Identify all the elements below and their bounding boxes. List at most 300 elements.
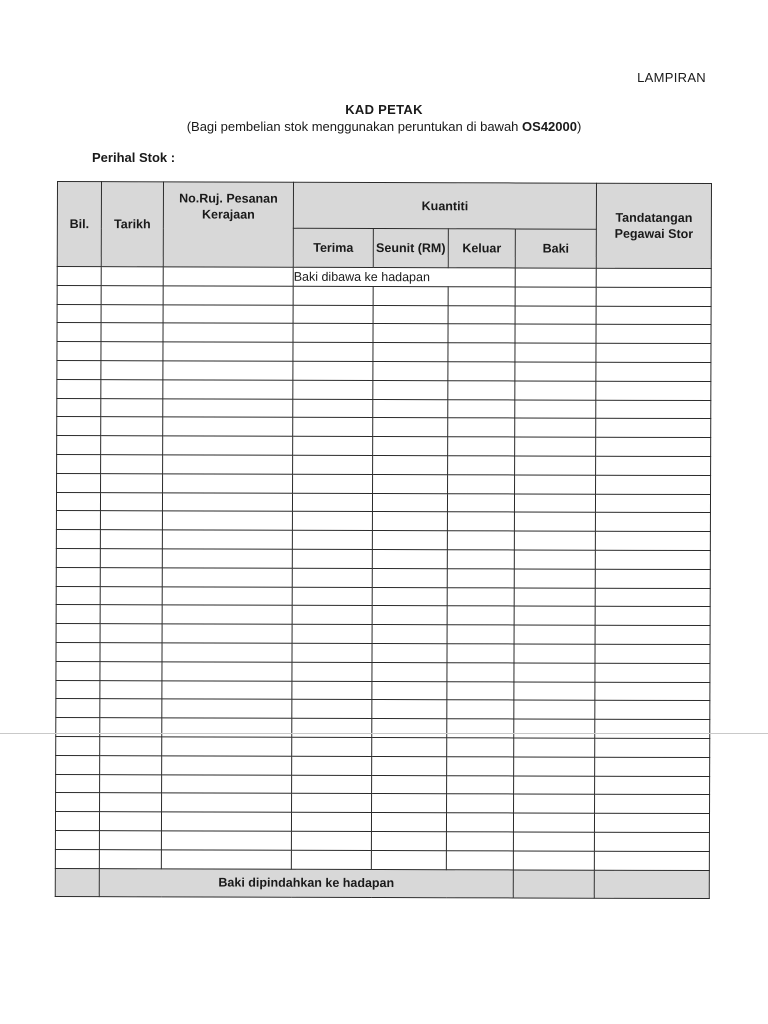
table-cell[interactable]: [372, 794, 447, 813]
table-cell[interactable]: [56, 736, 100, 755]
table-cell[interactable]: [163, 417, 293, 436]
table-cell[interactable]: [56, 492, 100, 511]
table-row: [56, 699, 710, 720]
table-cell[interactable]: [101, 417, 163, 436]
table-cell[interactable]: [513, 813, 594, 832]
table-cell[interactable]: [100, 661, 162, 680]
table-cell[interactable]: [513, 851, 594, 870]
table-cell[interactable]: [447, 719, 514, 738]
table-cell[interactable]: [446, 850, 513, 869]
table-cell[interactable]: [447, 681, 514, 700]
table-cell[interactable]: [292, 756, 372, 775]
table-cell[interactable]: [100, 774, 162, 793]
table-cell[interactable]: [515, 418, 596, 437]
table-cell[interactable]: [163, 286, 293, 305]
table-cell[interactable]: [595, 701, 710, 720]
table-cell[interactable]: [101, 323, 163, 342]
table-cell[interactable]: [372, 681, 447, 700]
table-cell[interactable]: [57, 360, 101, 379]
table-cell[interactable]: [293, 342, 373, 361]
table-cell[interactable]: [447, 794, 514, 813]
table-cell[interactable]: [57, 323, 101, 342]
table-cell[interactable]: [447, 550, 514, 569]
header-kuantiti: Kuantiti: [293, 182, 596, 229]
table-row: [56, 755, 710, 776]
table-cell[interactable]: [101, 342, 163, 361]
table-cell[interactable]: [57, 267, 101, 286]
table-cell[interactable]: [162, 737, 292, 756]
table-cell[interactable]: [371, 850, 446, 869]
table-cell[interactable]: [292, 587, 372, 606]
table-row: [55, 812, 709, 833]
table-cell[interactable]: [101, 473, 163, 492]
table-cell[interactable]: [514, 644, 595, 663]
table-row: [56, 736, 710, 757]
table-cell[interactable]: [596, 343, 711, 362]
table-cell[interactable]: [162, 549, 292, 568]
table-row: [57, 304, 711, 325]
table-cell[interactable]: [447, 700, 514, 719]
table-cell[interactable]: [514, 738, 595, 757]
table-cell[interactable]: [448, 343, 515, 362]
table-cell[interactable]: [513, 832, 594, 851]
table-cell[interactable]: [163, 380, 293, 399]
table-cell[interactable]: [292, 530, 372, 549]
table-cell[interactable]: [56, 680, 100, 699]
table-cell[interactable]: [292, 512, 372, 531]
table-cell[interactable]: [515, 287, 596, 306]
table-cell[interactable]: [100, 624, 162, 643]
table-cell[interactable]: [595, 795, 710, 814]
table-cell[interactable]: [596, 475, 711, 494]
table-cell[interactable]: [100, 699, 162, 718]
carried-forward-label: Baki dibawa ke hadapan: [293, 267, 515, 286]
table-cell[interactable]: [514, 757, 595, 776]
table-cell[interactable]: [515, 268, 596, 287]
table-cell[interactable]: [101, 455, 163, 474]
table-cell[interactable]: [514, 700, 595, 719]
table-row: [57, 436, 711, 457]
table-cell[interactable]: [56, 661, 100, 680]
table-cell[interactable]: [101, 398, 163, 417]
stock-description-label: Perihal Stok :: [92, 150, 176, 165]
appendix-label: LAMPIRAN: [637, 70, 706, 85]
table-cell[interactable]: [596, 400, 711, 419]
table-cell[interactable]: [292, 662, 372, 681]
table-cell[interactable]: [99, 831, 161, 850]
table-cell[interactable]: [163, 323, 293, 342]
table-cell[interactable]: [100, 680, 162, 699]
table-cell[interactable]: [596, 456, 711, 475]
table-cell[interactable]: [448, 456, 515, 475]
table-cell[interactable]: [372, 700, 447, 719]
stock-card-sheet: [55, 181, 711, 909]
table-cell[interactable]: [293, 286, 373, 305]
table-row: [56, 605, 710, 626]
table-cell[interactable]: [56, 774, 100, 793]
table-cell[interactable]: [594, 813, 709, 832]
table-cell[interactable]: [596, 325, 711, 344]
table-row: [56, 793, 710, 814]
table-row: [55, 849, 709, 870]
table-cell[interactable]: [596, 268, 711, 287]
table-row: [57, 285, 711, 306]
table-cell[interactable]: [99, 849, 161, 868]
table-cell[interactable]: [595, 757, 710, 776]
table-cell[interactable]: [162, 699, 292, 718]
table-row: [56, 530, 710, 551]
table-cell[interactable]: [373, 474, 448, 493]
table-cell[interactable]: [162, 568, 292, 587]
table-cell[interactable]: [57, 417, 101, 436]
table-cell[interactable]: [100, 511, 162, 530]
header-baki: Baki: [515, 229, 596, 268]
table-cell[interactable]: [596, 287, 711, 306]
table-cell[interactable]: [162, 774, 292, 793]
table-cell[interactable]: [57, 473, 101, 492]
table-cell[interactable]: [292, 681, 372, 700]
table-cell[interactable]: [163, 398, 293, 417]
table-row: [56, 680, 710, 701]
table-cell[interactable]: [100, 605, 162, 624]
table-cell[interactable]: [162, 492, 292, 511]
table-cell[interactable]: [515, 437, 596, 456]
table-cell[interactable]: [514, 606, 595, 625]
table-cell[interactable]: [447, 568, 514, 587]
subtitle-text: (Bagi pembelian stok menggunakan peruntukan di bawah: [186, 119, 523, 134]
table-cell[interactable]: [448, 324, 515, 343]
table-cell[interactable]: [595, 644, 710, 663]
table-cell[interactable]: [100, 643, 162, 662]
table-cell[interactable]: [595, 588, 710, 607]
table-cell[interactable]: [101, 285, 163, 304]
table-cell[interactable]: [595, 569, 710, 588]
table-cell[interactable]: [447, 587, 514, 606]
card-subtitle: [0, 119, 768, 134]
table-row: [57, 398, 711, 419]
table-cell[interactable]: [163, 455, 293, 474]
table-cell[interactable]: [57, 304, 101, 323]
table-cell[interactable]: [448, 437, 515, 456]
table-cell[interactable]: [373, 361, 448, 380]
table-cell[interactable]: [515, 381, 596, 400]
scan-fold-line: [0, 733, 768, 734]
table-cell[interactable]: [100, 755, 162, 774]
table-row: [57, 417, 711, 438]
table-cell[interactable]: [55, 812, 99, 831]
table-cell[interactable]: [100, 793, 162, 812]
table-cell[interactable]: [372, 775, 447, 794]
table-cell[interactable]: [292, 549, 372, 568]
table-row: [57, 379, 711, 400]
table-cell[interactable]: [373, 455, 448, 474]
table-cell[interactable]: [57, 285, 101, 304]
table-cell[interactable]: [515, 306, 596, 325]
table-cell[interactable]: [100, 549, 162, 568]
table-cell[interactable]: [99, 812, 161, 831]
table-cell[interactable]: [163, 474, 293, 493]
table-cell[interactable]: [514, 512, 595, 531]
table-cell[interactable]: [514, 550, 595, 569]
table-cell[interactable]: [447, 662, 514, 681]
table-cell[interactable]: [514, 794, 595, 813]
table-cell[interactable]: [292, 606, 372, 625]
table-cell[interactable]: [595, 513, 710, 532]
table-cell[interactable]: [101, 361, 163, 380]
table-row: [56, 548, 710, 569]
table-cell[interactable]: [163, 436, 293, 455]
table-row: [57, 454, 711, 475]
table-cell[interactable]: [447, 606, 514, 625]
table-cell[interactable]: [372, 737, 447, 756]
table-cell[interactable]: [56, 699, 100, 718]
table-cell[interactable]: [596, 437, 711, 456]
table-cell[interactable]: [56, 793, 100, 812]
table-cell[interactable]: [55, 849, 99, 868]
table-cell[interactable]: [595, 719, 710, 738]
table-cell[interactable]: [372, 625, 447, 644]
table-cell[interactable]: [595, 607, 710, 626]
table-cell[interactable]: [100, 530, 162, 549]
table-cell[interactable]: [162, 680, 292, 699]
header-tandatangan: Tandatangan Pegawai Stor: [596, 183, 711, 268]
table-cell[interactable]: [595, 625, 710, 644]
table-cell[interactable]: [515, 343, 596, 362]
table-cell[interactable]: [292, 700, 372, 719]
table-cell[interactable]: [293, 455, 373, 474]
table-cell[interactable]: [447, 644, 514, 663]
table-cell[interactable]: [292, 568, 372, 587]
table-cell[interactable]: [372, 606, 447, 625]
table-cell[interactable]: [515, 456, 596, 475]
table-cell[interactable]: [595, 663, 710, 682]
table-cell[interactable]: [292, 718, 372, 737]
table-cell[interactable]: [291, 850, 371, 869]
table-cell[interactable]: [101, 436, 163, 455]
table-cell[interactable]: [101, 379, 163, 398]
table-cell[interactable]: [101, 304, 163, 323]
table-cell[interactable]: [447, 493, 514, 512]
table-cell[interactable]: [447, 775, 514, 794]
table-cell[interactable]: [162, 530, 292, 549]
table-cell[interactable]: [446, 813, 513, 832]
table-row: [57, 360, 711, 381]
table-cell[interactable]: [596, 306, 711, 325]
table-cell[interactable]: [515, 362, 596, 381]
table-row: [57, 342, 711, 363]
table-cell[interactable]: [595, 550, 710, 569]
table-cell[interactable]: [56, 511, 100, 530]
table-cell[interactable]: [514, 681, 595, 700]
table-row: [56, 511, 710, 532]
table-cell[interactable]: [373, 437, 448, 456]
table-cell[interactable]: [56, 567, 100, 586]
footer-cell: [594, 870, 709, 898]
table-cell[interactable]: [292, 775, 372, 794]
table-cell[interactable]: [514, 625, 595, 644]
table-cell[interactable]: [161, 812, 291, 831]
table-cell[interactable]: [514, 587, 595, 606]
table-cell[interactable]: [292, 624, 372, 643]
table-cell[interactable]: [163, 361, 293, 380]
table-cell[interactable]: [448, 287, 515, 306]
header-bil: Bil.: [57, 182, 101, 267]
table-cell[interactable]: [514, 494, 595, 513]
table-cell[interactable]: [162, 586, 292, 605]
table-cell[interactable]: [373, 324, 448, 343]
table-cell[interactable]: [371, 831, 446, 850]
table-cell[interactable]: [57, 454, 101, 473]
table-cell[interactable]: [293, 399, 373, 418]
table-cell[interactable]: [56, 642, 100, 661]
header-terima: Terima: [293, 228, 373, 267]
stock-card-table: [55, 181, 712, 899]
table-cell[interactable]: [293, 305, 373, 324]
carried-forward-row: [57, 267, 711, 288]
table-cell[interactable]: [596, 419, 711, 438]
table-cell[interactable]: [162, 624, 292, 643]
table-cell[interactable]: [372, 531, 447, 550]
table-cell[interactable]: [57, 342, 101, 361]
table-cell[interactable]: [447, 512, 514, 531]
table-cell[interactable]: [101, 267, 163, 286]
table-cell[interactable]: [448, 381, 515, 400]
table-row: [57, 473, 711, 494]
table-cell[interactable]: [293, 436, 373, 455]
table-cell[interactable]: [56, 548, 100, 567]
table-cell[interactable]: [448, 474, 515, 493]
table-cell[interactable]: [372, 549, 447, 568]
table-cell[interactable]: [163, 304, 293, 323]
table-cell[interactable]: [372, 643, 447, 662]
table-cell[interactable]: [595, 738, 710, 757]
table-cell[interactable]: [595, 682, 710, 701]
table-cell[interactable]: [56, 530, 100, 549]
table-cell[interactable]: [291, 831, 371, 850]
table-cell[interactable]: [56, 605, 100, 624]
table-cell[interactable]: [292, 737, 372, 756]
table-cell[interactable]: [447, 756, 514, 775]
table-cell[interactable]: [514, 775, 595, 794]
table-row: [56, 774, 710, 795]
table-cell[interactable]: [293, 324, 373, 343]
table-cell[interactable]: [596, 381, 711, 400]
table-cell[interactable]: [161, 850, 291, 869]
table-cell[interactable]: [594, 851, 709, 870]
table-cell[interactable]: [57, 398, 101, 417]
table-cell[interactable]: [56, 586, 100, 605]
table-row: [56, 567, 710, 588]
table-cell[interactable]: [293, 474, 373, 493]
table-cell[interactable]: [291, 812, 371, 831]
header-no-ruj: No.Ruj. Pesanan Kerajaan: [163, 182, 293, 267]
table-cell[interactable]: [161, 831, 291, 850]
header-tarikh: Tarikh: [101, 182, 163, 267]
header-seunit: Seunit (RM): [373, 228, 448, 267]
table-cell[interactable]: [372, 662, 447, 681]
table-cell[interactable]: [514, 531, 595, 550]
table-cell[interactable]: [162, 756, 292, 775]
table-cell[interactable]: [162, 718, 292, 737]
table-cell[interactable]: [373, 418, 448, 437]
table-cell[interactable]: [56, 755, 100, 774]
table-cell[interactable]: [373, 343, 448, 362]
table-cell[interactable]: [371, 813, 446, 832]
table-cell[interactable]: [373, 380, 448, 399]
table-row: [56, 586, 710, 607]
table-cell[interactable]: [292, 643, 372, 662]
table-cell[interactable]: [372, 587, 447, 606]
table-cell[interactable]: [162, 662, 292, 681]
table-cell[interactable]: [162, 793, 292, 812]
table-cell[interactable]: [446, 832, 513, 851]
card-title: KAD PETAK: [345, 102, 423, 117]
table-cell[interactable]: [372, 512, 447, 531]
table-cell[interactable]: [372, 719, 447, 738]
table-row: [55, 830, 709, 851]
table-cell[interactable]: [100, 567, 162, 586]
table-cell[interactable]: [162, 511, 292, 530]
table-cell[interactable]: [515, 400, 596, 419]
table-cell[interactable]: [100, 737, 162, 756]
table-cell[interactable]: [163, 267, 293, 286]
header-keluar: Keluar: [448, 229, 515, 268]
table-cell[interactable]: [372, 568, 447, 587]
table-cell[interactable]: [594, 832, 709, 851]
table-cell[interactable]: [293, 361, 373, 380]
table-cell[interactable]: [595, 494, 710, 513]
table-cell[interactable]: [57, 436, 101, 455]
table-cell[interactable]: [162, 605, 292, 624]
table-cell[interactable]: [293, 380, 373, 399]
table-cell[interactable]: [515, 475, 596, 494]
table-cell[interactable]: [162, 643, 292, 662]
table-cell[interactable]: [447, 531, 514, 550]
table-cell[interactable]: [100, 586, 162, 605]
table-cell[interactable]: [514, 663, 595, 682]
table-cell[interactable]: [514, 569, 595, 588]
table-cell[interactable]: [514, 719, 595, 738]
table-row: [56, 492, 710, 513]
table-cell[interactable]: [373, 399, 448, 418]
table-cell[interactable]: [55, 830, 99, 849]
table-row: [56, 624, 710, 645]
table-cell[interactable]: [515, 324, 596, 343]
table-cell[interactable]: [57, 379, 101, 398]
table-cell[interactable]: [373, 286, 448, 305]
table-cell[interactable]: [448, 362, 515, 381]
table-cell[interactable]: [372, 493, 447, 512]
table-cell[interactable]: [293, 418, 373, 437]
table-cell[interactable]: [595, 776, 710, 795]
table-cell[interactable]: [100, 492, 162, 511]
table-cell[interactable]: [448, 418, 515, 437]
table-cell[interactable]: [372, 756, 447, 775]
table-cell[interactable]: [596, 362, 711, 381]
table-cell[interactable]: [447, 625, 514, 644]
table-cell[interactable]: [448, 305, 515, 324]
table-cell[interactable]: [595, 531, 710, 550]
table-row: [56, 718, 710, 739]
table-cell[interactable]: [56, 624, 100, 643]
table-cell[interactable]: [373, 305, 448, 324]
table-cell[interactable]: [448, 399, 515, 418]
table-row: [57, 323, 711, 344]
table-cell[interactable]: [447, 738, 514, 757]
table-cell[interactable]: [163, 342, 293, 361]
table-cell[interactable]: [292, 493, 372, 512]
table-cell[interactable]: [292, 794, 372, 813]
